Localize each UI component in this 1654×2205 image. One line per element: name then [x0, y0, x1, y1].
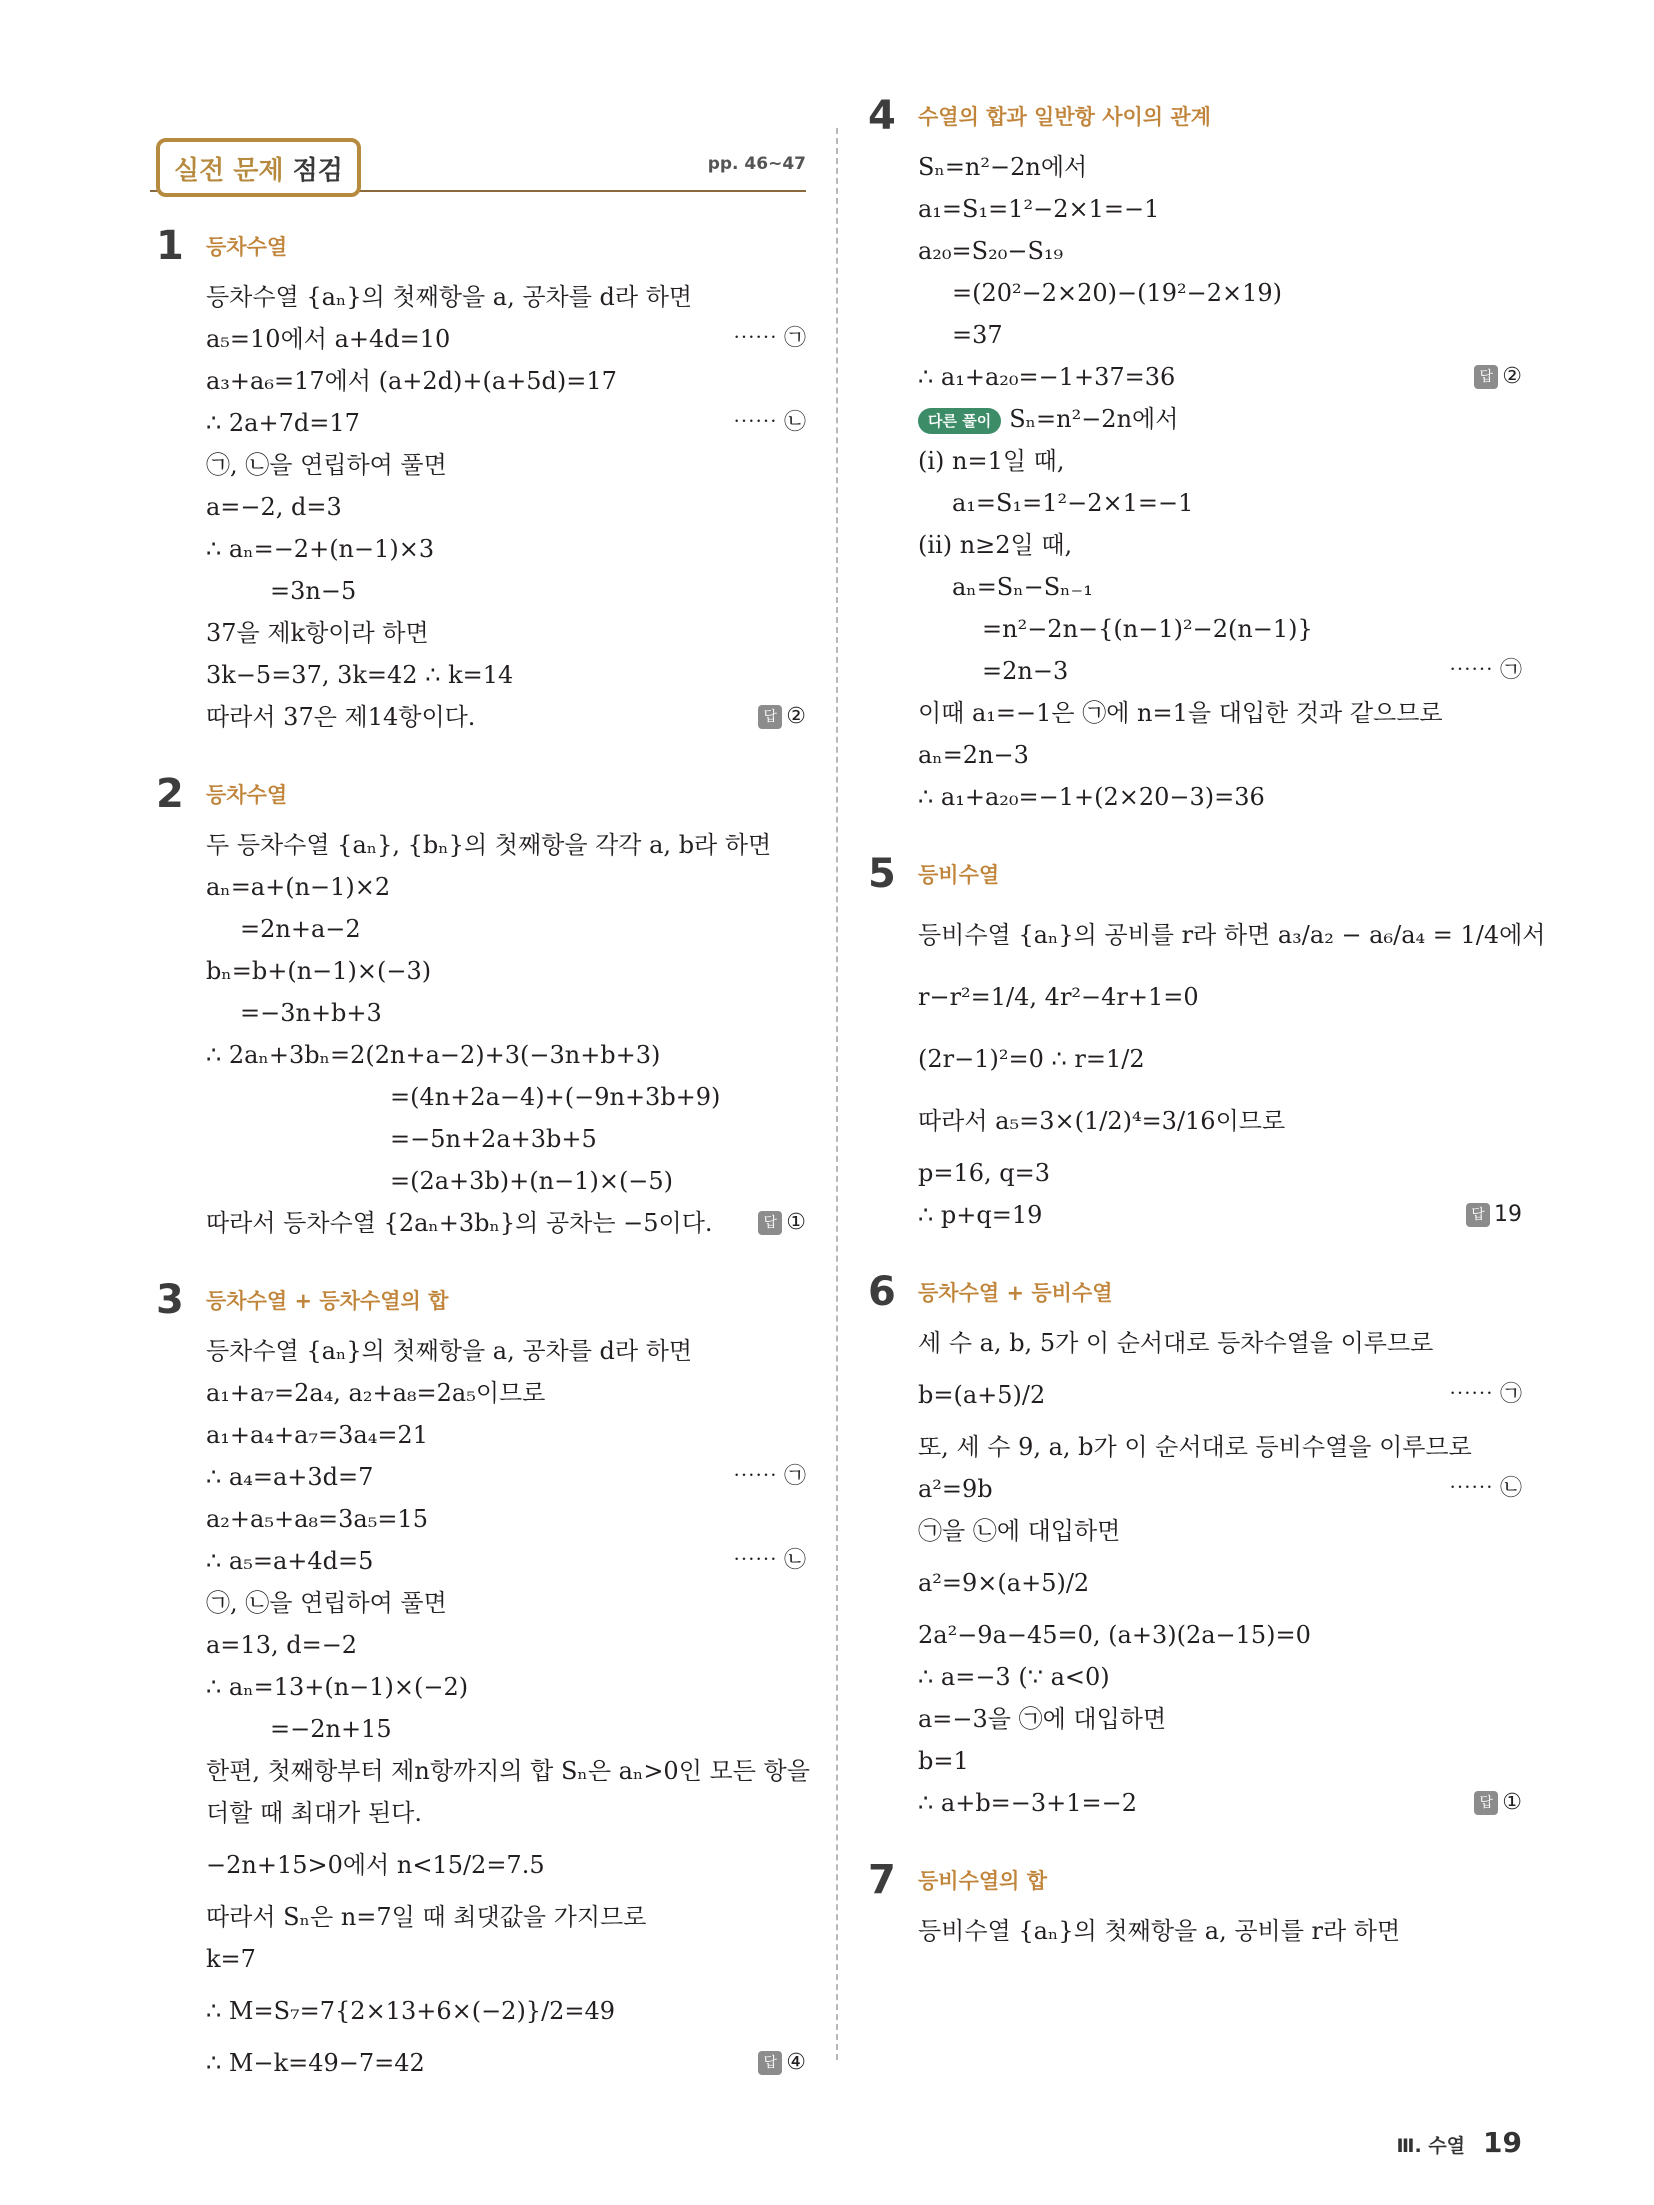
- problem-1: [150, 220, 806, 738]
- problem-heading: [156, 1274, 806, 1326]
- solution-line: [206, 444, 806, 486]
- problem-7: [862, 1854, 1522, 1952]
- solution-text: a₁=S₁=1²−2×1=−1: [952, 489, 1194, 517]
- solution-line: [390, 1076, 806, 1118]
- problem-3: [150, 1274, 810, 2084]
- answer-mark: [1474, 1782, 1522, 1824]
- solution-line: [918, 1152, 1522, 1194]
- solution-line: [918, 734, 1522, 776]
- solution-text: 또, 세 수 9, a, b가 이 순서대로 등비수열을 이루므로: [918, 1433, 1472, 1461]
- solution-line: [206, 1414, 806, 1456]
- problem-title: 등비수열: [918, 863, 1000, 887]
- solution-line: [918, 1552, 1522, 1614]
- solution-line: [270, 570, 806, 612]
- problem-5: [862, 848, 1546, 1236]
- problem-heading: [868, 90, 1522, 142]
- solution-text: 따라서 a₅=3×(1/2)⁴=3/16이므로: [918, 1107, 1286, 1135]
- solution-line: [206, 402, 806, 444]
- answer-tag-icon: 답: [1474, 365, 1498, 389]
- equation-marker: ⋯⋯ ㉡: [733, 1548, 806, 1573]
- solution-line: [952, 314, 1522, 356]
- solution-text: p=16, q=3: [918, 1159, 1051, 1187]
- solution-text: 등비수열 {aₙ}의 공비를 r라 하면 a₃/a₂ − a₆/a₄ = 1/4에서: [918, 921, 1546, 949]
- solution-text: ㉠을 ㉡에 대입하면: [918, 1517, 1121, 1545]
- page-reference: pp. 46~47: [707, 154, 806, 174]
- problem-number: 7: [868, 1857, 896, 1903]
- solution-line: [206, 1896, 806, 1938]
- solution-line: [390, 1160, 806, 1202]
- solution-text: Sₙ=n²−2n에서: [918, 153, 1088, 181]
- page-footer: [1397, 2126, 1522, 2159]
- solution-line: [206, 276, 806, 318]
- solution-text: (ⅱ) n≥2일 때,: [918, 531, 1073, 559]
- answer-value: 19: [1494, 1202, 1522, 1227]
- solution-line: [240, 908, 806, 950]
- solution-line: [918, 440, 1522, 482]
- solution-text: aₙ=Sₙ−Sₙ₋₁: [952, 573, 1093, 601]
- solution-text: 등차수열 {aₙ}의 첫째항을 a, 공차를 d라 하면: [206, 283, 693, 311]
- alt-solution-tag: 다른 풀이: [918, 408, 1001, 434]
- section-badge: [156, 138, 361, 197]
- solution-line: [952, 272, 1522, 314]
- solution-text: aₙ=a+(n−1)×2: [206, 873, 391, 901]
- solution-text: =(2a+3b)+(n−1)×(−5): [390, 1167, 674, 1195]
- solution-line: [918, 904, 1546, 966]
- solution-line: [206, 1980, 806, 2042]
- solution-text: ∴ M−k=49−7=42: [206, 2049, 425, 2077]
- solution-text: 이때 a₁=−1은 ㉠에 n=1을 대입한 것과 같으므로: [918, 699, 1443, 727]
- solution-text: a₂+a₅+a₈=3a₅=15: [206, 1505, 428, 1533]
- solution-text: a²=9×(a+5)/2: [918, 1569, 1090, 1597]
- solution-line: [206, 1456, 806, 1498]
- answer-value: ①: [786, 1210, 806, 1235]
- left-column: [150, 128, 810, 2114]
- solution-line: [918, 188, 1522, 230]
- column-divider: [836, 128, 838, 2060]
- solution-line: [918, 966, 1522, 1028]
- problem-heading: [868, 1266, 1522, 1318]
- equation-marker: ⋯⋯ ㉠: [733, 1464, 806, 1489]
- equation-marker: ⋯⋯ ㉡: [733, 410, 806, 435]
- solution-line: [918, 1910, 1522, 1952]
- solution-text: a₅=10에서 a+4d=10: [206, 325, 451, 353]
- solution-line: [390, 1118, 806, 1160]
- solution-line: [952, 482, 1522, 524]
- solution-line: [206, 866, 806, 908]
- solution-line: [918, 1364, 1522, 1426]
- solution-text: ㉠, ㉡을 연립하여 풀면: [206, 1589, 447, 1617]
- problem-heading: [156, 220, 806, 272]
- answer-tag-icon: 답: [758, 705, 782, 729]
- problem-4: [862, 90, 1522, 818]
- solution-text: =−3n+b+3: [240, 999, 382, 1027]
- solution-text: ∴ p+q=19: [918, 1201, 1043, 1229]
- solution-text: −2n+15>0에서 n<15/2=7.5: [206, 1851, 545, 1879]
- solution-line: [206, 654, 806, 696]
- solution-text: b=1: [918, 1747, 969, 1775]
- answer-mark: [1466, 1194, 1522, 1236]
- solution-text: bₙ=b+(n−1)×(−3): [206, 957, 432, 985]
- solution-line: [918, 356, 1522, 398]
- solution-text: b=(a+5)/2: [918, 1381, 1046, 1409]
- answer-value: ④: [786, 2050, 806, 2075]
- solution-text: 3k−5=37, 3k=42 ∴ k=14: [206, 661, 514, 689]
- problem-number: 1: [156, 223, 184, 269]
- solution-text: r−r²=1/4, 4r²−4r+1=0: [918, 983, 1199, 1011]
- solution-line: [240, 992, 806, 1034]
- equation-marker: ⋯⋯ ㉠: [1449, 658, 1522, 683]
- solution-text: 더할 때 최대가 된다.: [206, 1799, 422, 1827]
- solution-line: [206, 2042, 806, 2084]
- solution-text: ∴ a₁+a₂₀=−1+(2×20−3)=36: [918, 783, 1265, 811]
- solution-text: (ⅰ) n=1일 때,: [918, 447, 1065, 475]
- solution-text: =−2n+15: [270, 1715, 392, 1743]
- solution-line: [206, 486, 806, 528]
- solution-text: 따라서 Sₙ은 n=7일 때 최댓값을 가지므로: [206, 1903, 647, 1931]
- solution-line: [918, 1656, 1522, 1698]
- solution-line: [206, 1330, 806, 1372]
- problem-number: 2: [156, 771, 184, 817]
- solution-line: [918, 776, 1522, 818]
- solution-line: [206, 318, 806, 360]
- solution-text: a₁+a₇=2a₄, a₂+a₈=2a₅이므로: [206, 1379, 546, 1407]
- solution-text: 2a²−9a−45=0, (a+3)(2a−15)=0: [918, 1621, 1311, 1649]
- solution-text: 따라서 등차수열 {2aₙ+3bₙ}의 공차는 −5이다.: [206, 1209, 713, 1237]
- problem-title: 등차수열: [206, 235, 288, 259]
- solution-line: [982, 608, 1522, 650]
- solution-text: ∴ a₅=a+4d=5: [206, 1547, 374, 1575]
- problem-title: 등비수열의 합: [918, 1869, 1048, 1893]
- solution-text: 두 등차수열 {aₙ}, {bₙ}의 첫째항을 각각 a, b라 하면: [206, 831, 772, 859]
- solution-text: ∴ a+b=−3+1=−2: [918, 1789, 1138, 1817]
- solution-text: a₃+a₆=17에서 (a+2d)+(a+5d)=17: [206, 367, 617, 395]
- solution-text: a₂₀=S₂₀−S₁₉: [918, 237, 1064, 265]
- solution-line: [206, 1666, 806, 1708]
- left-problems: [150, 220, 810, 2084]
- answer-value: ①: [1502, 1790, 1522, 1815]
- solution-line: [206, 1498, 806, 1540]
- solution-line: [918, 1468, 1522, 1510]
- solution-line: [206, 1792, 806, 1834]
- solution-line: [918, 230, 1522, 272]
- solution-line: [918, 1194, 1522, 1236]
- solution-text: =37: [952, 321, 1003, 349]
- section-header: [150, 128, 806, 192]
- solution-line: [206, 360, 806, 402]
- solution-line: [918, 1028, 1522, 1090]
- solution-line: [206, 1834, 806, 1896]
- answer-value: ②: [1502, 364, 1522, 389]
- problem-title: 등차수열: [206, 783, 288, 807]
- problem-number: 4: [868, 93, 896, 139]
- solution-line: [982, 650, 1522, 692]
- answer-mark: [1474, 356, 1522, 398]
- problem-number: 6: [868, 1269, 896, 1315]
- solution-line: [918, 1782, 1522, 1824]
- solution-text: (2r−1)²=0 ∴ r=1/2: [918, 1045, 1145, 1073]
- solution-text: =3n−5: [270, 577, 357, 605]
- problem-heading: [868, 848, 1522, 900]
- solution-text: k=7: [206, 1945, 256, 1973]
- equation-marker: ⋯⋯ ㉠: [733, 326, 806, 351]
- answer-tag-icon: 답: [1474, 1791, 1498, 1815]
- problem-number: 3: [156, 1277, 184, 1323]
- problem-title: 등차수열 + 등비수열: [918, 1281, 1113, 1305]
- solution-line: [918, 1426, 1522, 1468]
- solution-line: [918, 1740, 1522, 1782]
- solution-text: aₙ=2n−3: [918, 741, 1029, 769]
- problem-heading: [868, 1854, 1522, 1906]
- solution-line: [206, 1582, 806, 1624]
- solution-text: 한편, 첫째항부터 제n항까지의 합 Sₙ은 aₙ>0인 모든 항을: [206, 1757, 810, 1785]
- problem-heading: [156, 768, 806, 820]
- answer-mark: [758, 1202, 806, 1244]
- right-problems: [862, 90, 1546, 1952]
- solution-line: [206, 1938, 806, 1980]
- solution-text: ∴ 2aₙ+3bₙ=2(2n+a−2)+3(−3n+b+3): [206, 1041, 661, 1069]
- solution-line: [206, 1034, 806, 1076]
- solution-line: [918, 524, 1522, 566]
- problem-number: 5: [868, 851, 896, 897]
- solution-line: [918, 1614, 1522, 1656]
- solution-text: ∴ a₄=a+3d=7: [206, 1463, 374, 1491]
- solution-line: [206, 1202, 806, 1244]
- solution-text: a²=9b: [918, 1475, 993, 1503]
- problem-2: [150, 768, 806, 1244]
- answer-mark: [758, 2042, 806, 2084]
- solution-line: [206, 612, 806, 654]
- footer-chapter: Ⅲ. 수열: [1396, 2135, 1466, 2157]
- solution-line: [918, 398, 1522, 440]
- solution-line: [918, 146, 1522, 188]
- solution-line: [206, 696, 806, 738]
- solution-line: [206, 950, 806, 992]
- solution-text: =(20²−2×20)−(19²−2×19): [952, 279, 1283, 307]
- solution-line: [918, 1510, 1522, 1552]
- solution-line: [206, 1372, 806, 1414]
- solution-text: a=−3을 ㉠에 대입하면: [918, 1705, 1167, 1733]
- solution-text: =2n+a−2: [240, 915, 361, 943]
- problem-title: 등차수열 + 등차수열의 합: [206, 1289, 449, 1313]
- solution-line: [206, 1624, 806, 1666]
- answer-tag-icon: 답: [758, 2051, 782, 2075]
- answer-tag-icon: 답: [1466, 1203, 1490, 1227]
- solution-text: ㉠, ㉡을 연립하여 풀면: [206, 451, 447, 479]
- solution-text: a=13, d=−2: [206, 1631, 358, 1659]
- solution-text: 등비수열 {aₙ}의 첫째항을 a, 공비를 r라 하면: [918, 1917, 1401, 1945]
- right-column: [862, 93, 1546, 1982]
- solution-text: 세 수 a, b, 5가 이 순서대로 등차수열을 이루므로: [918, 1329, 1434, 1357]
- solution-text: ∴ aₙ=13+(n−1)×(−2): [206, 1673, 469, 1701]
- solution-text: =−5n+2a+3b+5: [390, 1125, 597, 1153]
- solution-text: =(4n+2a−4)+(−9n+3b+9): [390, 1083, 721, 1111]
- solution-text: ∴ a=−3 (∵ a<0): [918, 1663, 1110, 1691]
- badge-text-b: 점검: [292, 156, 343, 186]
- solution-line: [206, 824, 806, 866]
- solution-line: [952, 566, 1522, 608]
- solution-text: =n²−2n−{(n−1)²−2(n−1)}: [982, 615, 1313, 643]
- solution-text: ∴ a₁+a₂₀=−1+37=36: [918, 363, 1176, 391]
- solution-line: [918, 1322, 1522, 1364]
- solution-text: Sₙ=n²−2n에서: [1009, 405, 1179, 433]
- badge-text-a: 실전 문제: [174, 156, 293, 186]
- solution-line: [270, 1708, 806, 1750]
- solution-line: [918, 1090, 1522, 1152]
- solution-text: ∴ 2a+7d=17: [206, 409, 360, 437]
- solution-text: 37을 제k항이라 하면: [206, 619, 429, 647]
- problem-title: 수열의 합과 일반항 사이의 관계: [918, 105, 1211, 129]
- solution-line: [918, 692, 1522, 734]
- solution-line: [206, 528, 806, 570]
- solution-text: a₁+a₄+a₇=3a₄=21: [206, 1421, 428, 1449]
- answer-tag-icon: 답: [758, 1211, 782, 1235]
- page-number: 19: [1483, 2126, 1522, 2159]
- equation-marker: ⋯⋯ ㉠: [1449, 1382, 1522, 1407]
- solution-text: =2n−3: [982, 657, 1069, 685]
- solution-text: a₁=S₁=1²−2×1=−1: [918, 195, 1160, 223]
- solution-line: [918, 1698, 1522, 1740]
- solution-line: [206, 1750, 810, 1792]
- solution-text: a=−2, d=3: [206, 493, 342, 521]
- answer-mark: [758, 696, 806, 738]
- solution-text: 등차수열 {aₙ}의 첫째항을 a, 공차를 d라 하면: [206, 1337, 693, 1365]
- answer-value: ②: [786, 704, 806, 729]
- solution-text: 따라서 37은 제14항이다.: [206, 703, 476, 731]
- solution-line: [206, 1540, 806, 1582]
- solution-text: ∴ M=S₇=7{2×13+6×(−2)}/2=49: [206, 1997, 616, 2025]
- solution-text: ∴ aₙ=−2+(n−1)×3: [206, 535, 435, 563]
- problem-6: [862, 1266, 1522, 1824]
- equation-marker: ⋯⋯ ㉡: [1449, 1476, 1522, 1501]
